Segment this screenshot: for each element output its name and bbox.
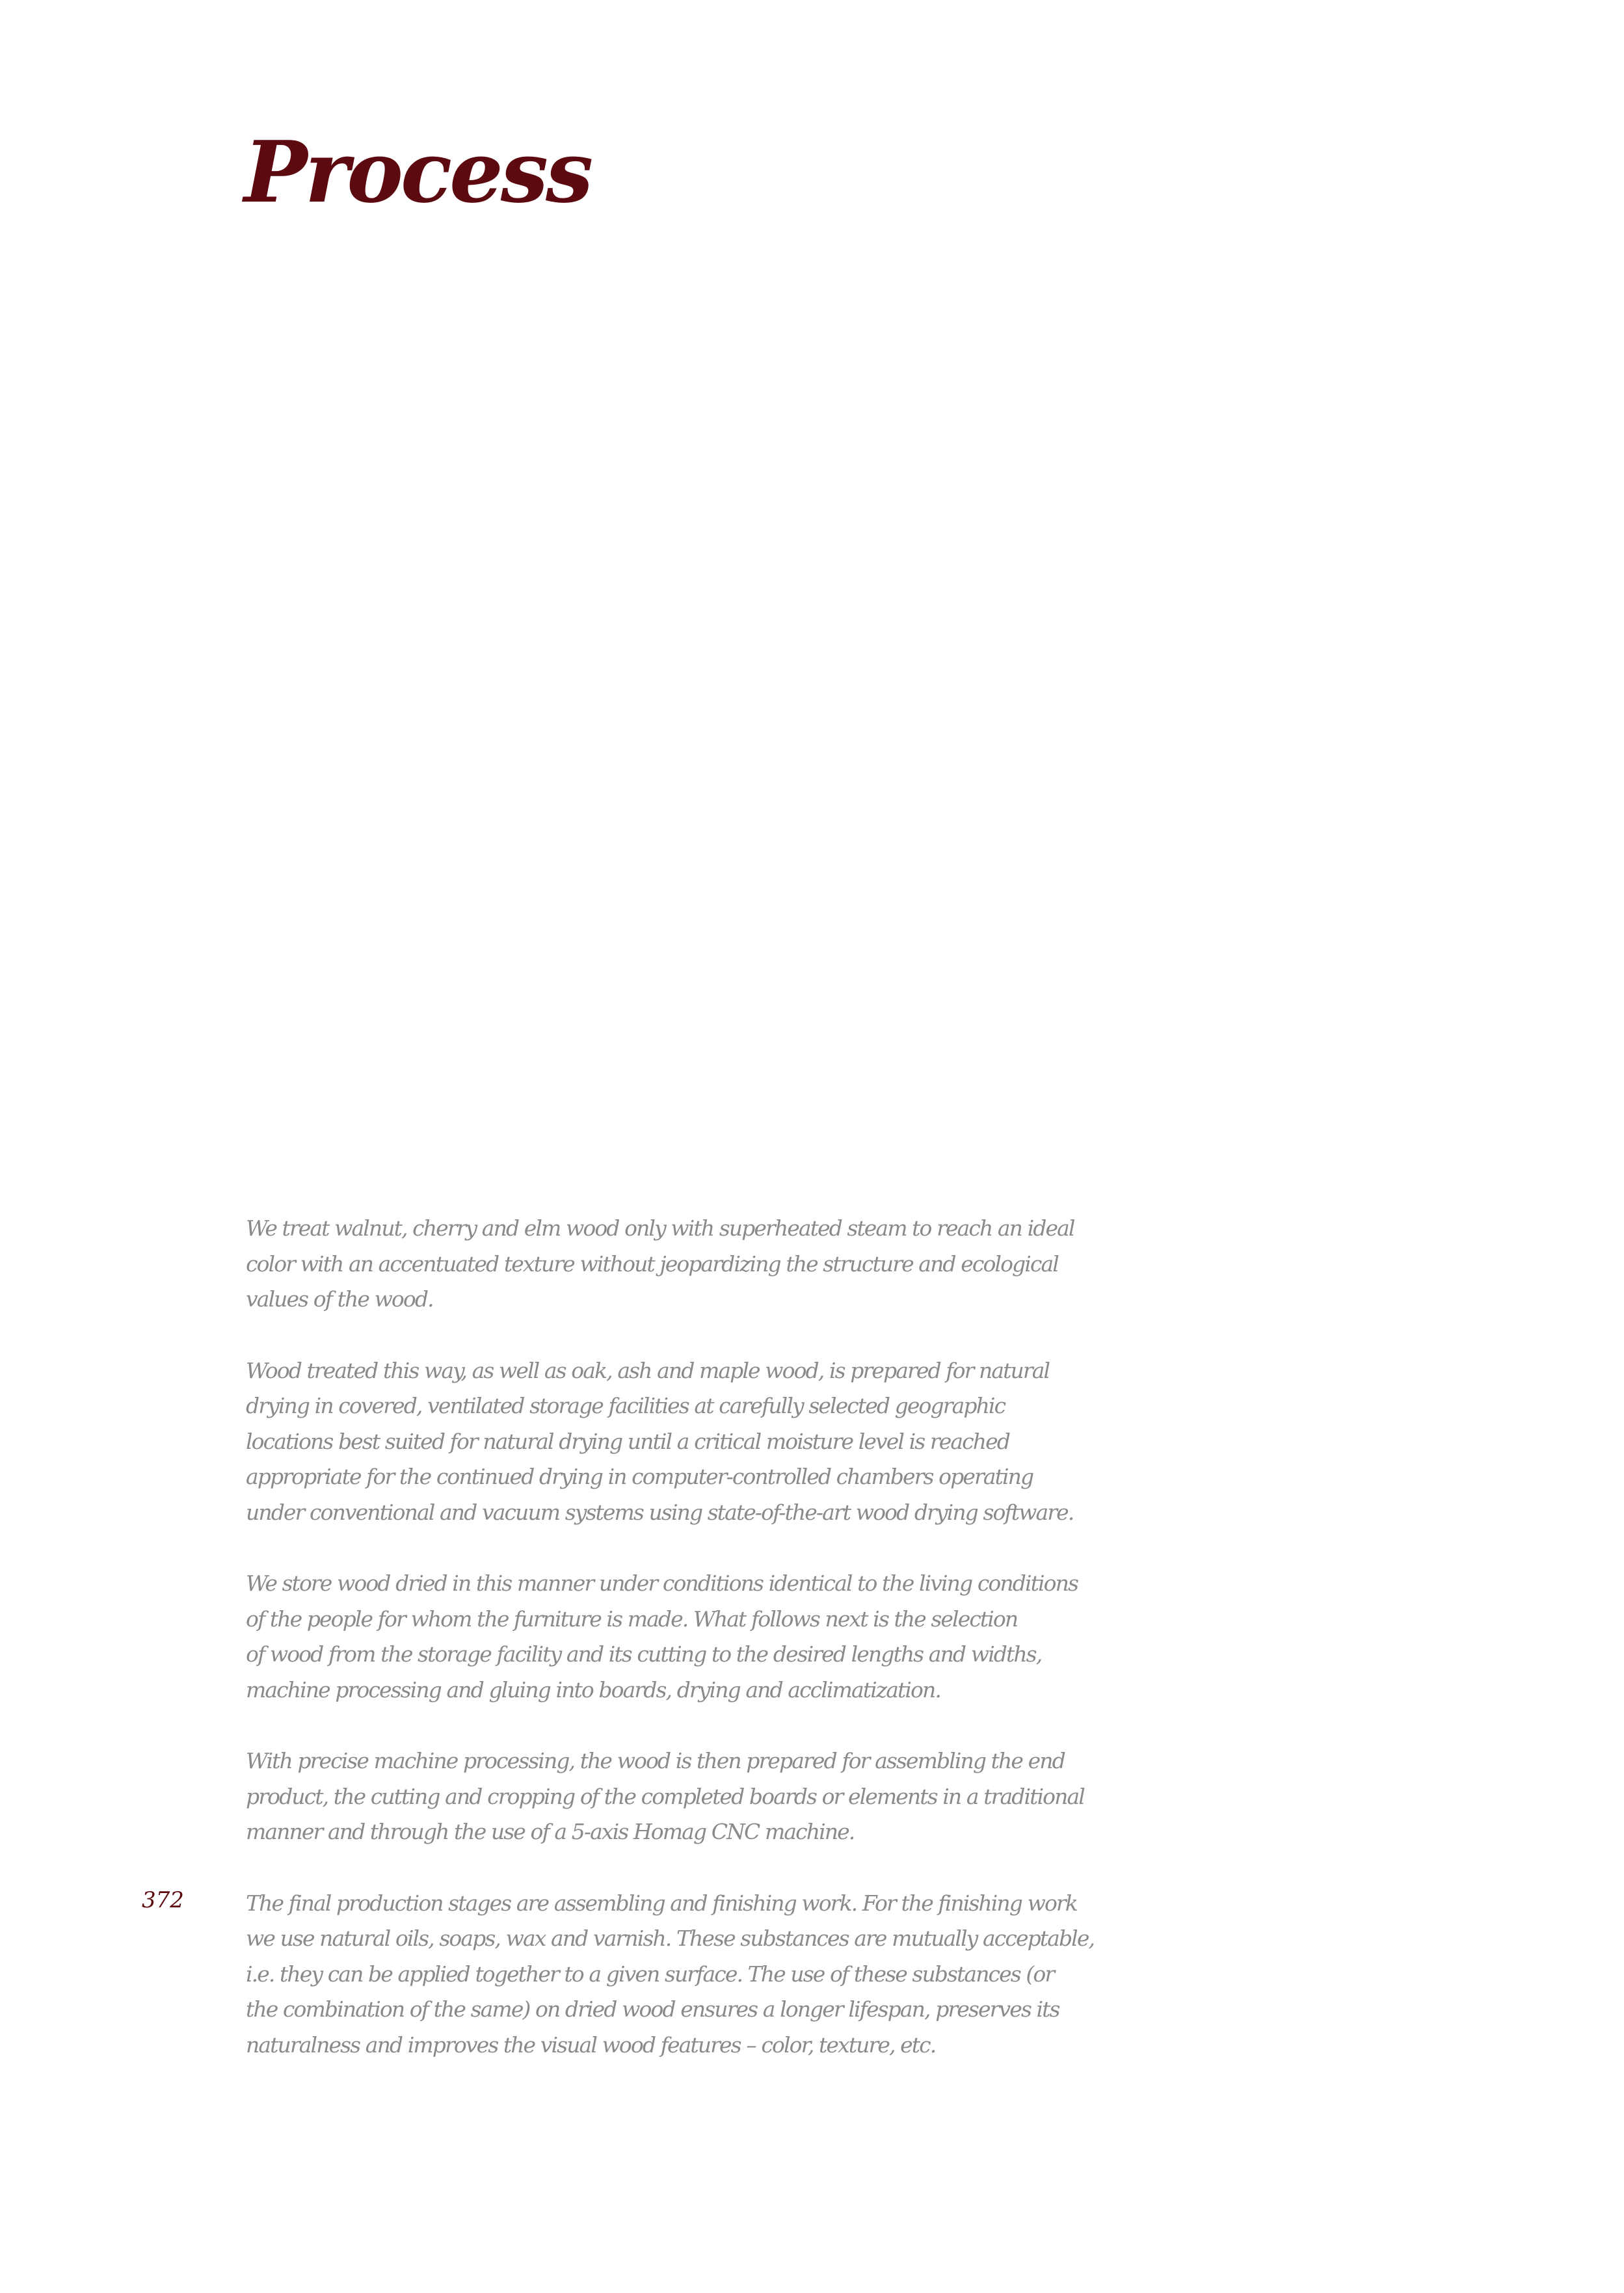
- text-line: With precise machine processing, the wood is then prepared for assembling the end: [246, 1748, 1065, 1773]
- text-line: naturalness and improves the visual wood features – color, texture, etc.: [246, 2032, 936, 2058]
- text-line: color with an accentuated texture without jeopardizing the structure and ecological: [246, 1251, 1058, 1277]
- paragraph-machine-processing: [246, 1743, 1084, 1850]
- text-line: we use natural oils, soaps, wax and varnish. These substances are mutually acceptable,: [246, 1926, 1095, 1951]
- text-line: under conventional and vacuum systems using state-of-the-art wood drying software.: [246, 1499, 1074, 1525]
- text-line: drying in covered, ventilated storage facilities at carefully selected geographic: [246, 1393, 1005, 1418]
- text-line: i.e. they can be applied together to a given surface. The use of these substances (or: [246, 1961, 1054, 1987]
- text-line: manner and through the use of a 5-axis Homag CNC machine.: [246, 1819, 855, 1844]
- text-line: of wood from the storage facility and its cutting to the desired lengths and widths,: [246, 1641, 1042, 1667]
- page-title: Process: [244, 122, 591, 222]
- body-text: [246, 1211, 1095, 2099]
- text-line: values of the wood.: [246, 1286, 433, 1312]
- text-line: appropriate for the continued drying in computer-controlled chambers operating: [246, 1464, 1033, 1489]
- text-line: Wood treated this way, as well as oak, ash and maple wood, is prepared for natural: [246, 1357, 1050, 1383]
- text-line: We store wood dried in this manner under conditions identical to the living conditions: [246, 1571, 1078, 1596]
- paragraph-drying: [246, 1353, 1074, 1531]
- text-line: product, the cutting and cropping of the completed boards or elements in a traditional: [246, 1783, 1084, 1809]
- text-line: locations best suited for natural drying until a critical moisture level is reached: [246, 1428, 1009, 1454]
- text-line: machine processing and gluing into boards, drying and acclimatization.: [246, 1677, 940, 1703]
- paragraph-finishing: [246, 1886, 1095, 2063]
- page-number: 372: [142, 1887, 184, 1913]
- text-line: of the people for whom the furniture is made. What follows next is the selection: [246, 1606, 1018, 1632]
- paragraph-storage: [246, 1566, 1078, 1708]
- text-line: We treat walnut, cherry and elm wood only with superheated steam to reach an ideal: [246, 1215, 1074, 1241]
- text-line: the combination of the same) on dried wood ensures a longer lifespan, preserves its: [246, 1996, 1059, 2022]
- text-line: The final production stages are assembling and finishing work. For the finishing work: [246, 1890, 1077, 1916]
- paragraph-steam-treatment: [246, 1211, 1074, 1318]
